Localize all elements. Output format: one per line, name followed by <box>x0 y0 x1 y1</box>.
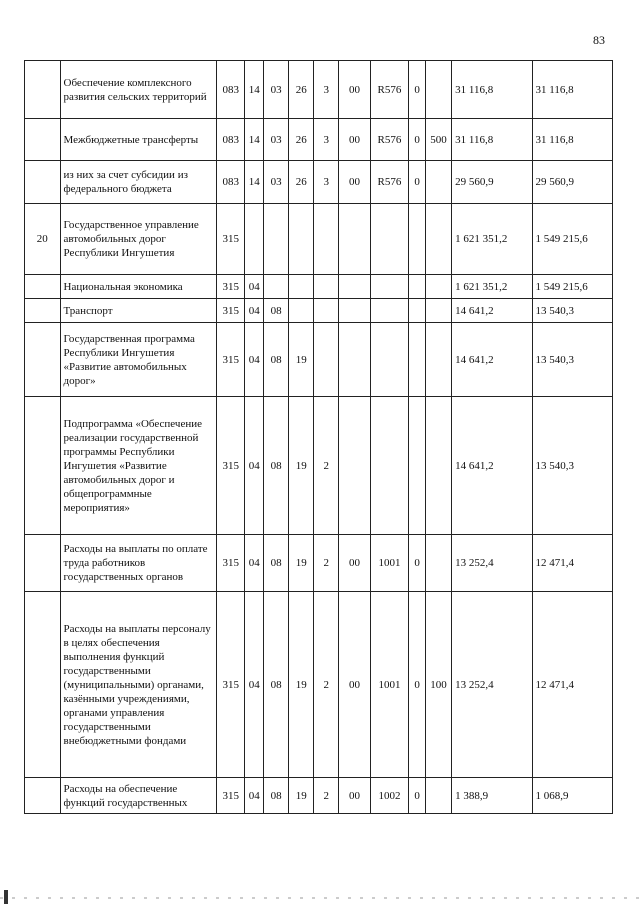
code-ministry: 315 <box>217 397 245 535</box>
row-number: 20 <box>25 204 61 275</box>
code-sub: 0 <box>409 778 426 814</box>
code-subprogram <box>314 299 339 323</box>
row-name: Расходы на выплаты по оплате труда работников государственных органов <box>60 535 217 592</box>
code-direction <box>370 323 409 397</box>
code-subsection <box>264 275 289 299</box>
code-sub: 0 <box>409 119 426 161</box>
code-subprogram: 2 <box>314 592 339 778</box>
row-name: Национальная экономика <box>60 275 217 299</box>
code-program: 26 <box>289 61 314 119</box>
amount-second: 13 540,3 <box>532 299 612 323</box>
code-sub: 0 <box>409 535 426 592</box>
row-number <box>25 61 61 119</box>
code-expense-type: 100 <box>426 592 452 778</box>
code-subprogram <box>314 275 339 299</box>
code-event <box>339 299 370 323</box>
code-sub: 0 <box>409 61 426 119</box>
amount-second: 1 549 215,6 <box>532 275 612 299</box>
code-section: 14 <box>245 61 264 119</box>
code-section: 04 <box>245 299 264 323</box>
row-name: Государственная программа Республики Ингушетия «Развитие автомобильных дорог» <box>60 323 217 397</box>
row-name: Расходы на выплаты персоналу в целях обеспечения выполнения функций государственными (муниципальными) органами, казёнными учреждениями, органами управления государственными внебюджетными фондами <box>60 592 217 778</box>
code-expense-type: 500 <box>426 119 452 161</box>
code-ministry: 083 <box>217 119 245 161</box>
code-section <box>245 204 264 275</box>
amount-second: 31 116,8 <box>532 61 612 119</box>
code-section: 04 <box>245 323 264 397</box>
table-row <box>25 161 613 204</box>
code-ministry: 315 <box>217 778 245 814</box>
row-name: Подпрограмма «Обеспечение реализации государственной программы Республики Ингушетия «Развитие автомобильных дорог и общепрограммные мероприятия» <box>60 397 217 535</box>
row-number <box>25 323 61 397</box>
amount-first: 14 641,2 <box>452 397 532 535</box>
code-section: 14 <box>245 119 264 161</box>
code-section: 04 <box>245 535 264 592</box>
table-row <box>25 323 613 397</box>
code-event <box>339 275 370 299</box>
code-direction <box>370 204 409 275</box>
code-sub <box>409 397 426 535</box>
row-name: Транспорт <box>60 299 217 323</box>
code-sub <box>409 204 426 275</box>
code-ministry: 083 <box>217 61 245 119</box>
code-subprogram <box>314 323 339 397</box>
amount-first: 31 116,8 <box>452 61 532 119</box>
amount-second: 12 471,4 <box>532 535 612 592</box>
scan-artifact-mark <box>4 890 8 904</box>
code-program: 26 <box>289 161 314 204</box>
row-number <box>25 535 61 592</box>
row-name: Расходы на обеспечение функций государственных <box>60 778 217 814</box>
amount-first: 14 641,2 <box>452 299 532 323</box>
table-row <box>25 592 613 778</box>
code-section: 04 <box>245 275 264 299</box>
code-subsection: 08 <box>264 778 289 814</box>
table-row <box>25 299 613 323</box>
row-name: из них за счет субсидии из федерального бюджета <box>60 161 217 204</box>
code-direction <box>370 275 409 299</box>
row-number <box>25 778 61 814</box>
code-program: 19 <box>289 592 314 778</box>
amount-first: 13 252,4 <box>452 592 532 778</box>
scan-artifact-line <box>0 897 640 899</box>
table-row <box>25 61 613 119</box>
code-event: 00 <box>339 119 370 161</box>
code-subprogram: 3 <box>314 161 339 204</box>
code-section: 04 <box>245 592 264 778</box>
code-section: 04 <box>245 778 264 814</box>
code-ministry: 315 <box>217 299 245 323</box>
code-subprogram: 3 <box>314 119 339 161</box>
table-row <box>25 119 613 161</box>
code-sub <box>409 323 426 397</box>
code-expense-type <box>426 204 452 275</box>
code-sub: 0 <box>409 161 426 204</box>
amount-first: 1 621 351,2 <box>452 204 532 275</box>
row-name: Обеспечение комплексного развития сельских территорий <box>60 61 217 119</box>
code-ministry: 083 <box>217 161 245 204</box>
amount-first: 29 560,9 <box>452 161 532 204</box>
code-ministry: 315 <box>217 535 245 592</box>
code-program: 19 <box>289 535 314 592</box>
code-subprogram <box>314 204 339 275</box>
code-subprogram: 3 <box>314 61 339 119</box>
code-subprogram: 2 <box>314 778 339 814</box>
code-ministry: 315 <box>217 275 245 299</box>
code-ministry: 315 <box>217 204 245 275</box>
amount-second: 1 068,9 <box>532 778 612 814</box>
amount-second: 13 540,3 <box>532 323 612 397</box>
amount-second: 12 471,4 <box>532 592 612 778</box>
code-subsection: 08 <box>264 397 289 535</box>
code-direction: R576 <box>370 119 409 161</box>
code-subsection: 08 <box>264 535 289 592</box>
row-number <box>25 397 61 535</box>
amount-first: 31 116,8 <box>452 119 532 161</box>
code-program: 19 <box>289 778 314 814</box>
code-expense-type <box>426 275 452 299</box>
amount-first: 14 641,2 <box>452 323 532 397</box>
code-program: 19 <box>289 397 314 535</box>
code-sub <box>409 275 426 299</box>
code-direction: R576 <box>370 61 409 119</box>
row-name: Государственное управление автомобильных дорог Республики Ингушетия <box>60 204 217 275</box>
code-direction: 1001 <box>370 535 409 592</box>
code-expense-type <box>426 323 452 397</box>
row-name: Межбюджетные трансферты <box>60 119 217 161</box>
row-number <box>25 275 61 299</box>
code-event: 00 <box>339 535 370 592</box>
code-direction <box>370 299 409 323</box>
code-subprogram: 2 <box>314 535 339 592</box>
code-section: 04 <box>245 397 264 535</box>
code-event <box>339 323 370 397</box>
code-event: 00 <box>339 778 370 814</box>
code-expense-type <box>426 397 452 535</box>
table-row <box>25 535 613 592</box>
code-program <box>289 299 314 323</box>
code-sub <box>409 299 426 323</box>
row-number <box>25 299 61 323</box>
row-number <box>25 119 61 161</box>
amount-first: 1 621 351,2 <box>452 275 532 299</box>
page-number: 83 <box>593 33 605 47</box>
code-program <box>289 204 314 275</box>
code-direction: 1001 <box>370 592 409 778</box>
table-row <box>25 275 613 299</box>
code-expense-type <box>426 778 452 814</box>
code-subsection: 03 <box>264 61 289 119</box>
code-direction <box>370 397 409 535</box>
code-program: 26 <box>289 119 314 161</box>
code-event <box>339 204 370 275</box>
amount-second: 13 540,3 <box>532 397 612 535</box>
code-subsection: 08 <box>264 592 289 778</box>
code-subsection <box>264 204 289 275</box>
amount-second: 1 549 215,6 <box>532 204 612 275</box>
code-subsection: 08 <box>264 299 289 323</box>
code-section: 14 <box>245 161 264 204</box>
code-event <box>339 397 370 535</box>
table-row <box>25 778 613 814</box>
code-expense-type <box>426 299 452 323</box>
code-subprogram: 2 <box>314 397 339 535</box>
code-direction: 1002 <box>370 778 409 814</box>
code-event: 00 <box>339 161 370 204</box>
code-expense-type <box>426 161 452 204</box>
code-program <box>289 275 314 299</box>
code-ministry: 315 <box>217 592 245 778</box>
amount-first: 13 252,4 <box>452 535 532 592</box>
code-program: 19 <box>289 323 314 397</box>
code-expense-type <box>426 535 452 592</box>
code-subsection: 03 <box>264 119 289 161</box>
row-number <box>25 161 61 204</box>
code-subsection: 03 <box>264 161 289 204</box>
code-sub: 0 <box>409 592 426 778</box>
amount-second: 29 560,9 <box>532 161 612 204</box>
amount-second: 31 116,8 <box>532 119 612 161</box>
amount-first: 1 388,9 <box>452 778 532 814</box>
code-expense-type <box>426 61 452 119</box>
row-number <box>25 592 61 778</box>
table-row <box>25 204 613 275</box>
code-subsection: 08 <box>264 323 289 397</box>
code-event: 00 <box>339 61 370 119</box>
table-row <box>25 397 613 535</box>
budget-table <box>24 60 613 814</box>
code-direction: R576 <box>370 161 409 204</box>
code-event: 00 <box>339 592 370 778</box>
code-ministry: 315 <box>217 323 245 397</box>
